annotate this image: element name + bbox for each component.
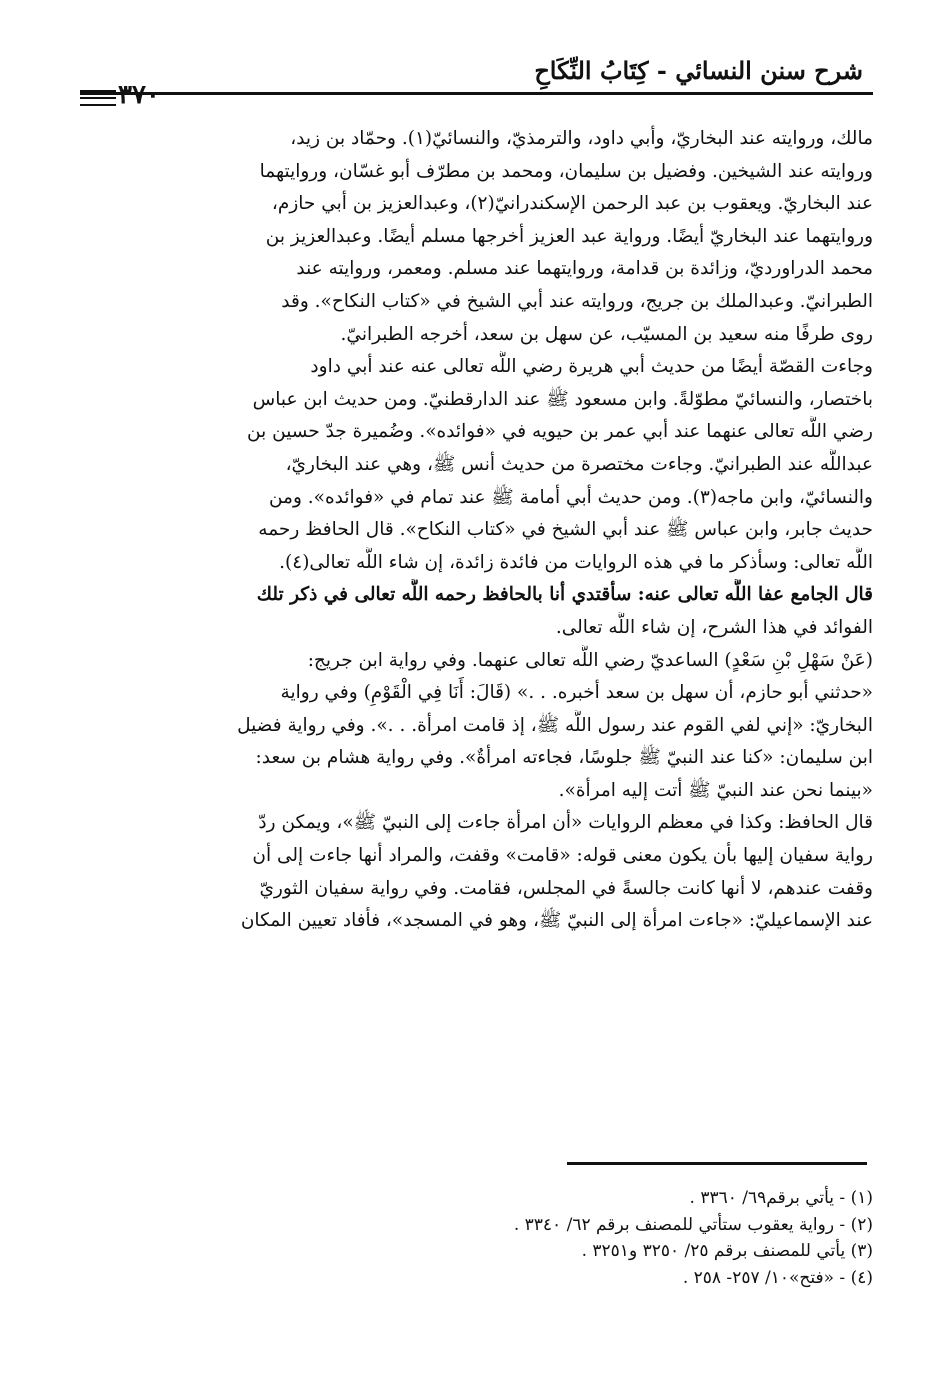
text-line: عند البخاريّ. ويعقوب بن عبد الرحمن الإسكندرانيّ(٢)، وعبدالعزيز بن أبي حازم، [271,193,873,215]
footnote-separator [567,1162,867,1165]
main-text [82,123,873,938]
text-line: ابن سليمان: «كنا عند النبيّ ﷺ جلوسًا، فجاءته امرأةٌ». وفي رواية هشام بن سعد: [255,747,873,769]
text-line: حديث جابر، وابن عباس ﷺ عند أبي الشيخ في «كتاب النكاح». قال الحافظ رحمه [258,519,873,541]
page-number-rule-bottom [80,104,116,106]
footnote: (٣) يأتي للمصنف برقم ٢٥/ ٣٢٥٠ و٣٢٥١ . [581,1241,873,1261]
text-line: محمد الدراورديّ، وزائدة بن قدامة، وروايتهما عند مسلم. ومعمر، وروايته عند [296,258,873,280]
page-number-rule-top [80,90,116,92]
text-line: اللَّه تعالى: وسأذكر ما في هذه الروايات من فائدة زائدة، إن شاء اللَّه تعالى(٤). [279,551,873,573]
text-line: قال الجامع عفا اللَّه تعالى عنه: سأقتدي أنا بالحافظ رحمه اللَّه تعالى في ذكر تلك [256,584,873,606]
text-line: رواية سفيان إليها بأن يكون معنى قوله: «قامت» وقفت، والمراد أنها جاءت إلى أن [252,845,873,867]
text-line: البخاريّ: «إني لفي القوم عند رسول اللَّه ﷺ، إذ قامت امرأة. . .». وفي رواية فضيل [237,714,873,736]
text-line: الطبرانيّ. وعبدالملك بن جريج، وروايته عند أبي الشيخ في «كتاب النكاح». وقد [281,290,873,312]
text-line: عند الإسماعيليّ: «جاءت امرأة إلى النبيّ ﷺ، وهو في المسجد»، فأفاد تعيين المكان [240,910,873,932]
page-number-rule-middle [80,97,116,99]
footnote: (١) - يأتي برقم٦٩/ ٣٣٦٠ . [689,1188,873,1208]
text-line: وروايتهما عند البخاريّ أيضًا. ورواية عبد العزيز أخرجها مسلم أيضًا. وعبدالعزيز بن [265,225,873,247]
running-title: شرح سنن النسائي - كِتَابُ النِّكَاحِ [534,56,863,85]
footnote: (٢) - رواية يعقوب ستأتي للمصنف برقم ٦٢/ ٣٣٤٠ . [513,1214,873,1235]
text-line: وروايته عند الشيخين. وفضيل بن سليمان، ومحمد بن مطرّف أبو غسّان، وروايتهما [259,160,873,182]
text-line: «بينما نحن عند النبيّ ﷺ أتت إليه امرأة». [558,779,873,801]
header-rule [80,92,873,95]
text-line: باختصار، والنسائيّ مطوّلةً. وابن مسعود ﷺ عند الدارقطنيّ. ومن حديث ابن عباس [252,388,873,410]
text-line: قال الحافظ: وكذا في معظم الروايات «أن امرأة جاءت إلى النبيّ ﷺ»، ويمكن ردّ [258,812,873,834]
footnote: (٤) - «فتح»١٠/ ٢٥٧- ٢٥٨ . [682,1267,873,1288]
text-line: «حدثني أبو حازم، أن سهل بن سعد أخبره. . .» (قَالَ: أَنَا فِي الْقَوْمِ) وفي رواية [280,682,873,704]
text-line: عبداللَّه عند الطبرانيّ. وجاءت مختصرة من حديث أنس ﷺ، وهي عند البخاريّ، [285,453,873,475]
text-line: (عَنْ سَهْلِ بْنِ سَعْدٍ) الساعديّ رضي اللَّه تعالى عنهما. وفي رواية ابن جريج: [307,649,873,671]
text-line: الفوائد في هذا الشرح، إن شاء اللَّه تعالى. [555,616,873,638]
text-line: وجاءت القصّة أيضًا من حديث أبي هريرة رضي اللَّه تعالى عنه عند أبي داود [310,356,873,378]
footnotes [300,1185,873,1291]
text-line: روى طرفًا منه سعيد بن المسيّب، عن سهل بن سعد، أخرجه الطبرانيّ. [340,323,873,345]
page-number: ٣٧٠ [118,80,160,110]
text-line: وقفت عندهم، لا أنها كانت جالسةً في المجلس، فقامت. وفي رواية سفيان الثوريّ [259,877,873,899]
text-line: رضي اللَّه تعالى عنهما عند أبي عمر بن حيويه في «فوائده». وضُميرة جدّ حسين بن [247,421,873,443]
text-line: مالك، وروايته عند البخاريّ، وأبي داود، والترمذيّ، والنسائيّ(١). وحمّاد بن زيد، [290,128,873,149]
text-line: والنسائيّ، وابن ماجه(٣). ومن حديث أبي أمامة ﷺ عند تمام في «فوائده». ومن [268,486,873,508]
page-header [80,52,873,112]
